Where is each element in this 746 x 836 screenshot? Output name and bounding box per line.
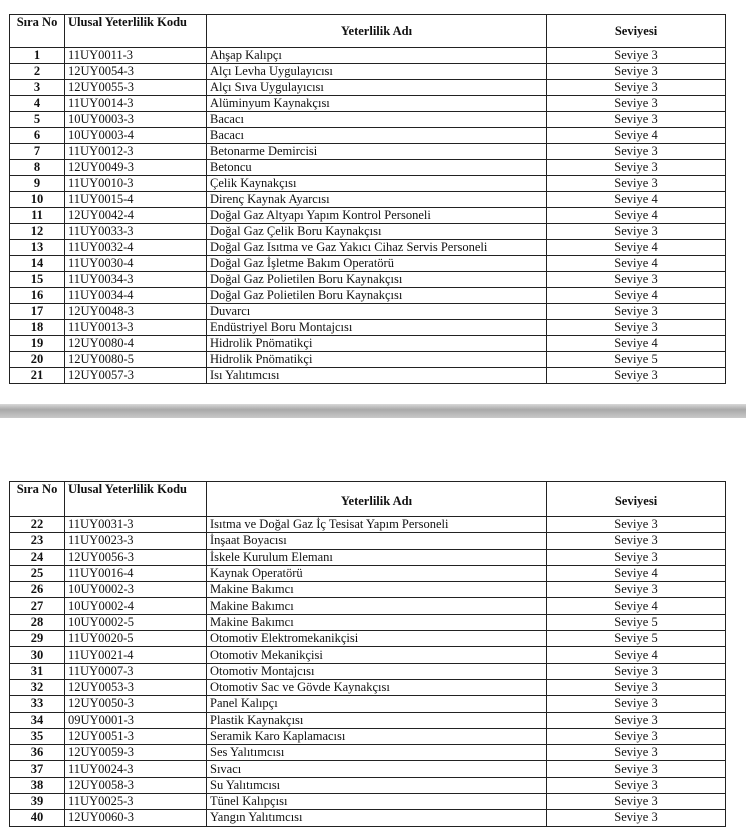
- row-code: 11UY0021-4: [65, 647, 207, 663]
- row-no: 17: [10, 304, 65, 320]
- table-row: [10, 533, 726, 549]
- row-name: Alüminyum Kaynakçısı: [207, 96, 547, 112]
- table-row: [10, 712, 726, 728]
- row-no: 28: [10, 614, 65, 630]
- row-level: Seviye 3: [547, 96, 726, 112]
- row-code: 12UY0080-5: [65, 352, 207, 368]
- row-code: 11UY0013-3: [65, 320, 207, 336]
- table-row: [10, 565, 726, 581]
- table-row: [10, 777, 726, 793]
- table-row: [10, 240, 726, 256]
- row-level: Seviye 4: [547, 208, 726, 224]
- row-level: Seviye 3: [547, 663, 726, 679]
- row-no: 31: [10, 663, 65, 679]
- row-level: Seviye 3: [547, 320, 726, 336]
- table-row: [10, 256, 726, 272]
- row-level: Seviye 3: [547, 549, 726, 565]
- table-row: [10, 549, 726, 565]
- row-level: Seviye 3: [547, 745, 726, 761]
- row-name: Betonarme Demircisi: [207, 144, 547, 160]
- row-level: Seviye 3: [547, 582, 726, 598]
- row-level: Seviye 3: [547, 810, 726, 826]
- row-no: 16: [10, 288, 65, 304]
- row-code: 11UY0007-3: [65, 663, 207, 679]
- row-no: 14: [10, 256, 65, 272]
- row-name: Isı Yalıtımcısı: [207, 368, 547, 384]
- row-level: Seviye 3: [547, 160, 726, 176]
- row-code: 11UY0023-3: [65, 533, 207, 549]
- row-code: 11UY0014-3: [65, 96, 207, 112]
- row-name: Direnç Kaynak Ayarcısı: [207, 192, 547, 208]
- row-name: Ahşap Kalıpçı: [207, 48, 547, 64]
- header-code: Ulusal Yeterlilik Kodu: [65, 15, 207, 48]
- row-code: 09UY0001-3: [65, 712, 207, 728]
- row-code: 11UY0033-3: [65, 224, 207, 240]
- row-no: 34: [10, 712, 65, 728]
- row-name: Yangın Yalıtımcısı: [207, 810, 547, 826]
- qualification-table-1: [9, 14, 726, 384]
- row-code: 10UY0003-3: [65, 112, 207, 128]
- row-no: 11: [10, 208, 65, 224]
- row-code: 11UY0032-4: [65, 240, 207, 256]
- row-code: 11UY0011-3: [65, 48, 207, 64]
- row-level: Seviye 5: [547, 631, 726, 647]
- table-row: [10, 64, 726, 80]
- header-name: Yeterlilik Adı: [207, 482, 547, 517]
- row-level: Seviye 3: [547, 696, 726, 712]
- row-level: Seviye 3: [547, 64, 726, 80]
- table-row: [10, 160, 726, 176]
- table-row: [10, 192, 726, 208]
- row-no: 9: [10, 176, 65, 192]
- row-level: Seviye 3: [547, 794, 726, 810]
- row-name: Makine Bakımcı: [207, 598, 547, 614]
- row-no: 33: [10, 696, 65, 712]
- row-no: 4: [10, 96, 65, 112]
- table-row: [10, 80, 726, 96]
- row-code: 12UY0055-3: [65, 80, 207, 96]
- row-no: 7: [10, 144, 65, 160]
- table-row: [10, 208, 726, 224]
- row-no: 22: [10, 517, 65, 533]
- row-name: Doğal Gaz Polietilen Boru Kaynakçısı: [207, 288, 547, 304]
- row-code: 12UY0080-4: [65, 336, 207, 352]
- row-level: Seviye 3: [547, 679, 726, 695]
- page-divider: [0, 404, 746, 418]
- row-no: 26: [10, 582, 65, 598]
- row-no: 29: [10, 631, 65, 647]
- row-no: 18: [10, 320, 65, 336]
- row-no: 23: [10, 533, 65, 549]
- row-no: 10: [10, 192, 65, 208]
- header-name: Yeterlilik Adı: [207, 15, 547, 48]
- row-name: Plastik Kaynakçısı: [207, 712, 547, 728]
- row-code: 10UY0002-3: [65, 582, 207, 598]
- row-level: Seviye 3: [547, 712, 726, 728]
- row-no: 36: [10, 745, 65, 761]
- row-name: Otomotiv Mekanikçisi: [207, 647, 547, 663]
- row-name: İskele Kurulum Elemanı: [207, 549, 547, 565]
- row-no: 37: [10, 761, 65, 777]
- row-name: Doğal Gaz İşletme Bakım Operatörü: [207, 256, 547, 272]
- header-no: Sıra No: [10, 15, 65, 48]
- row-no: 8: [10, 160, 65, 176]
- row-no: 27: [10, 598, 65, 614]
- table-row: [10, 582, 726, 598]
- row-level: Seviye 4: [547, 565, 726, 581]
- row-level: Seviye 3: [547, 368, 726, 384]
- table-row: [10, 224, 726, 240]
- row-no: 12: [10, 224, 65, 240]
- row-no: 25: [10, 565, 65, 581]
- row-code: 12UY0048-3: [65, 304, 207, 320]
- header-code: Ulusal Yeterlilik Kodu: [65, 482, 207, 517]
- row-no: 21: [10, 368, 65, 384]
- row-no: 1: [10, 48, 65, 64]
- row-name: Otomotiv Sac ve Gövde Kaynakçısı: [207, 679, 547, 695]
- row-name: İnşaat Boyacısı: [207, 533, 547, 549]
- table-row: [10, 112, 726, 128]
- table-row: [10, 128, 726, 144]
- table-row: [10, 352, 726, 368]
- row-no: 24: [10, 549, 65, 565]
- row-no: 15: [10, 272, 65, 288]
- row-no: 19: [10, 336, 65, 352]
- row-name: Seramik Karo Kaplamacısı: [207, 728, 547, 744]
- row-level: Seviye 4: [547, 128, 726, 144]
- row-code: 12UY0054-3: [65, 64, 207, 80]
- row-name: Doğal Gaz Altyapı Yapım Kontrol Personeli: [207, 208, 547, 224]
- table-row: [10, 304, 726, 320]
- row-level: Seviye 3: [547, 80, 726, 96]
- table-row: [10, 663, 726, 679]
- row-name: Bacacı: [207, 128, 547, 144]
- row-code: 11UY0034-3: [65, 272, 207, 288]
- row-no: 39: [10, 794, 65, 810]
- row-name: Çelik Kaynakçısı: [207, 176, 547, 192]
- row-level: Seviye 3: [547, 112, 726, 128]
- row-code: 11UY0030-4: [65, 256, 207, 272]
- row-no: 35: [10, 728, 65, 744]
- row-name: Kaynak Operatörü: [207, 565, 547, 581]
- row-level: Seviye 5: [547, 614, 726, 630]
- row-code: 12UY0058-3: [65, 777, 207, 793]
- table-row: [10, 176, 726, 192]
- row-name: Duvarcı: [207, 304, 547, 320]
- row-code: 10UY0002-5: [65, 614, 207, 630]
- table-row: [10, 144, 726, 160]
- row-name: Makine Bakımcı: [207, 582, 547, 598]
- row-no: 30: [10, 647, 65, 663]
- row-code: 10UY0002-4: [65, 598, 207, 614]
- row-no: 5: [10, 112, 65, 128]
- row-level: Seviye 4: [547, 256, 726, 272]
- row-level: Seviye 3: [547, 272, 726, 288]
- row-code: 12UY0042-4: [65, 208, 207, 224]
- table-row: [10, 320, 726, 336]
- table-row: [10, 728, 726, 744]
- row-level: Seviye 4: [547, 598, 726, 614]
- row-no: 3: [10, 80, 65, 96]
- header-level: Seviyesi: [547, 15, 726, 48]
- row-name: Doğal Gaz Polietilen Boru Kaynakçısı: [207, 272, 547, 288]
- table-row: [10, 517, 726, 533]
- row-name: Alçı Sıva Uygulayıcısı: [207, 80, 547, 96]
- table-row: [10, 598, 726, 614]
- row-code: 12UY0050-3: [65, 696, 207, 712]
- row-name: Alçı Levha Uygulayıcısı: [207, 64, 547, 80]
- row-name: Doğal Gaz Isıtma ve Gaz Yakıcı Cihaz Servis Personeli: [207, 240, 547, 256]
- table-row: [10, 631, 726, 647]
- row-no: 2: [10, 64, 65, 80]
- row-code: 12UY0059-3: [65, 745, 207, 761]
- row-name: Otomotiv Elektromekanikçisi: [207, 631, 547, 647]
- row-code: 11UY0025-3: [65, 794, 207, 810]
- row-name: Makine Bakımcı: [207, 614, 547, 630]
- table-row: [10, 96, 726, 112]
- row-name: Tünel Kalıpçısı: [207, 794, 547, 810]
- table-header-row: [10, 482, 726, 517]
- table-row: [10, 761, 726, 777]
- table-row: [10, 745, 726, 761]
- row-no: 40: [10, 810, 65, 826]
- table-row: [10, 679, 726, 695]
- row-code: 11UY0024-3: [65, 761, 207, 777]
- row-level: Seviye 4: [547, 192, 726, 208]
- table-row: [10, 336, 726, 352]
- row-code: 11UY0034-4: [65, 288, 207, 304]
- row-name: Endüstriyel Boru Montajcısı: [207, 320, 547, 336]
- row-level: Seviye 4: [547, 336, 726, 352]
- row-code: 12UY0051-3: [65, 728, 207, 744]
- table-row: [10, 288, 726, 304]
- header-no: Sıra No: [10, 482, 65, 517]
- row-code: 12UY0053-3: [65, 679, 207, 695]
- row-code: 12UY0060-3: [65, 810, 207, 826]
- row-level: Seviye 4: [547, 647, 726, 663]
- table-row: [10, 614, 726, 630]
- row-level: Seviye 3: [547, 533, 726, 549]
- row-no: 13: [10, 240, 65, 256]
- table-header-row: [10, 15, 726, 48]
- row-level: Seviye 3: [547, 176, 726, 192]
- row-name: Betoncu: [207, 160, 547, 176]
- row-name: Panel Kalıpçı: [207, 696, 547, 712]
- row-name: Su Yalıtımcısı: [207, 777, 547, 793]
- table-row: [10, 794, 726, 810]
- table-row: [10, 696, 726, 712]
- header-level: Seviyesi: [547, 482, 726, 517]
- row-code: 12UY0049-3: [65, 160, 207, 176]
- row-level: Seviye 3: [547, 777, 726, 793]
- table-row: [10, 647, 726, 663]
- row-name: Ses Yalıtımcısı: [207, 745, 547, 761]
- row-no: 6: [10, 128, 65, 144]
- table-row: [10, 272, 726, 288]
- row-name: Hidrolik Pnömatikçi: [207, 336, 547, 352]
- row-name: Otomotiv Montajcısı: [207, 663, 547, 679]
- row-no: 32: [10, 679, 65, 695]
- row-code: 11UY0015-4: [65, 192, 207, 208]
- row-code: 11UY0012-3: [65, 144, 207, 160]
- table-row: [10, 48, 726, 64]
- row-level: Seviye 3: [547, 728, 726, 744]
- row-code: 11UY0016-4: [65, 565, 207, 581]
- row-name: Bacacı: [207, 112, 547, 128]
- row-level: Seviye 3: [547, 48, 726, 64]
- row-code: 12UY0056-3: [65, 549, 207, 565]
- row-no: 38: [10, 777, 65, 793]
- row-level: Seviye 4: [547, 288, 726, 304]
- row-level: Seviye 3: [547, 761, 726, 777]
- row-name: Doğal Gaz Çelik Boru Kaynakçısı: [207, 224, 547, 240]
- row-level: Seviye 5: [547, 352, 726, 368]
- row-code: 11UY0031-3: [65, 517, 207, 533]
- row-code: 11UY0020-5: [65, 631, 207, 647]
- row-code: 10UY0003-4: [65, 128, 207, 144]
- row-level: Seviye 3: [547, 144, 726, 160]
- row-level: Seviye 3: [547, 304, 726, 320]
- row-level: Seviye 4: [547, 240, 726, 256]
- row-no: 20: [10, 352, 65, 368]
- row-code: 12UY0057-3: [65, 368, 207, 384]
- row-name: Hidrolik Pnömatikçi: [207, 352, 547, 368]
- row-name: Sıvacı: [207, 761, 547, 777]
- table-row: [10, 368, 726, 384]
- table-row: [10, 810, 726, 826]
- qualification-table-2: [9, 481, 726, 827]
- row-code: 11UY0010-3: [65, 176, 207, 192]
- row-name: Isıtma ve Doğal Gaz İç Tesisat Yapım Personeli: [207, 517, 547, 533]
- row-level: Seviye 3: [547, 517, 726, 533]
- row-level: Seviye 3: [547, 224, 726, 240]
